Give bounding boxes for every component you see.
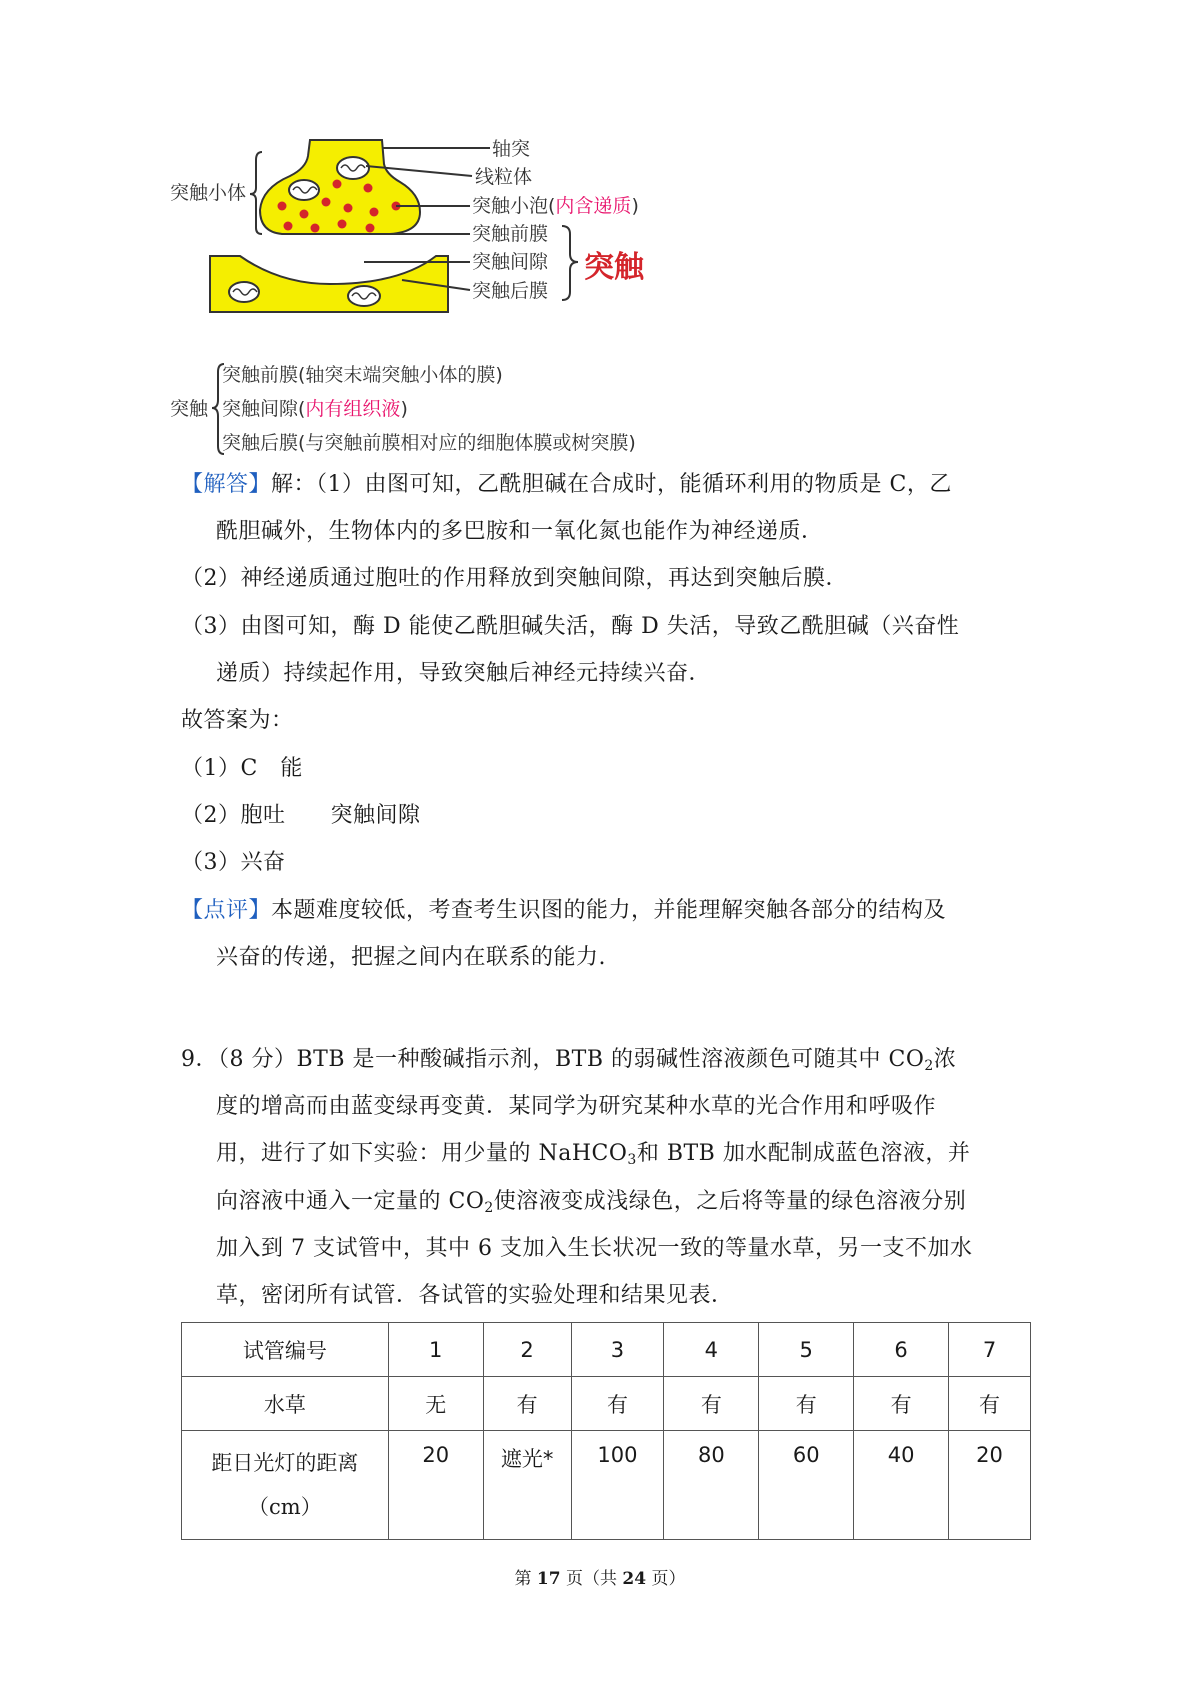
table-cell: 20 [949, 1431, 1031, 1540]
table-cell: 有 [483, 1377, 571, 1431]
table-cell: 100 [571, 1431, 664, 1540]
table-cell: 4 [664, 1323, 759, 1377]
question-line-2: 度的增高而由蓝变绿再变黄．某同学为研究某种水草的光合作用和呼吸作 [216, 1094, 937, 1119]
table-cell: 距日光灯的距离 （cm） [182, 1431, 389, 1540]
label-pre-membrane: 突触前膜 [472, 223, 549, 245]
question-line-6: 草，密闭所有试管．各试管的实验处理和结果见表． [216, 1283, 734, 1308]
answer-line-8: （2）胞吐 突触间隙 [181, 803, 421, 828]
answer-line-9: （3）兴奋 [181, 850, 286, 875]
table-cell: 3 [571, 1323, 664, 1377]
experiment-table [181, 1322, 1031, 1540]
label-post-membrane: 突触后膜 [472, 280, 549, 302]
table-row [182, 1377, 1031, 1431]
table-cell: 40 [854, 1431, 949, 1540]
table-row [182, 1431, 1031, 1540]
list-item-post: 突触后膜(与突触前膜相对应的细胞体膜或树突膜) [222, 432, 636, 454]
answer-line-4: （3）由图可知，酶 D 能使乙酰胆碱失活，酶 D 失活，导致乙酰胆碱（兴奋性 [181, 614, 960, 639]
answer-line-5: 递质）持续起作用，导致突触后神经元持续兴奋． [216, 661, 712, 686]
list-head: 突触 [170, 398, 209, 420]
table-cell: 有 [854, 1377, 949, 1431]
comment-line-1: 【点评】本题难度较低，考查考生识图的能力，并能理解突触各部分的结构及 [181, 898, 947, 923]
table-cell: 7 [949, 1323, 1031, 1377]
question-line-1: 9．（8 分）BTB 是一种酸碱指示剂，BTB 的弱碱性溶液颜色可随其中 $CO_2$浓 [181, 1047, 957, 1074]
table-cell: 遮光* [483, 1431, 571, 1540]
table-cell: 1 [388, 1323, 483, 1377]
question-line-5: 加入到 7 支试管中，其中 6 支加入生长状况一致的等量水草，另一支不加水 [216, 1236, 973, 1261]
table-cell: 试管编号 [182, 1323, 389, 1377]
table-cell: 水草 [182, 1377, 389, 1431]
page-number: 17 [536, 1569, 561, 1589]
table-cell: 有 [759, 1377, 854, 1431]
table-cell: 5 [759, 1323, 854, 1377]
table-row [182, 1323, 1031, 1377]
table-cell: 60 [759, 1431, 854, 1540]
answer-line-3: （2）神经递质通过胞吐的作用释放到突触间隙，再达到突触后膜． [181, 566, 848, 591]
label-axon: 轴突 [492, 138, 531, 160]
table-cell: 2 [483, 1323, 571, 1377]
answer-line-1: 【解答】解：（1）由图可知，乙酰胆碱在合成时，能循环利用的物质是 C，乙 [181, 472, 952, 497]
knob-brace [250, 152, 262, 234]
comment-tag: 【点评】 [181, 898, 272, 923]
table-cell: 6 [854, 1323, 949, 1377]
label-vesicle: 突触小泡(内含递质) [472, 195, 639, 217]
page-footer: 第 17 页（共 24 页） [514, 1569, 686, 1589]
answer-line-7: （1）C 能 [181, 756, 303, 781]
page-total: 24 [622, 1569, 647, 1589]
synapse-title: 突触 [584, 250, 644, 285]
comment-line-2: 兴奋的传递，把握之间内在联系的能力. [216, 945, 606, 970]
label-mitochondria: 线粒体 [475, 166, 533, 188]
question-line-4: 向溶液中通入一定量的 $CO_2$使溶液变成浅绿色，之后将等量的绿色溶液分别 [216, 1189, 967, 1216]
table-cell: 80 [664, 1431, 759, 1540]
table-cell: 有 [664, 1377, 759, 1431]
synapse-parts-list [170, 360, 730, 460]
synapse-brace [562, 226, 578, 300]
answer-tag: 【解答】 [181, 472, 272, 497]
question-line-3: 用，进行了如下实验：用少量的 NaHCO$_3$和 BTB 加水配制成蓝色溶液，并 [216, 1141, 971, 1168]
table-cell: 有 [571, 1377, 664, 1431]
table-cell: 无 [388, 1377, 483, 1431]
table-cell: 20 [388, 1431, 483, 1540]
label-synaptic-knob: 突触小体 [170, 182, 247, 204]
list-item-cleft: 突触间隙(内有组织液) [222, 398, 408, 420]
answer-line-6: 故答案为： [181, 708, 294, 733]
label-cleft: 突触间隙 [472, 251, 549, 273]
answer-line-2: 酰胆碱外，生物体内的多巴胺和一氧化氮也能作为神经递质． [216, 519, 824, 544]
list-item-pre: 突触前膜(轴突末端突触小体的膜) [222, 364, 503, 386]
table-cell: 有 [949, 1377, 1031, 1431]
